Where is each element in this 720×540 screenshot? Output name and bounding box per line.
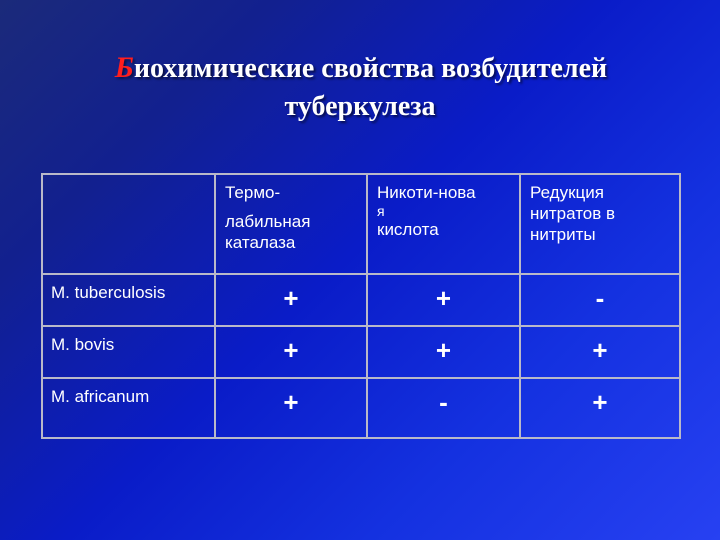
nicotinic-acid-result-cell xyxy=(367,274,520,326)
header-cell-nitrate-reduction xyxy=(520,174,680,274)
header-nitrate-line-2: нитратов в xyxy=(530,204,616,223)
nitrate-reduction-result: + xyxy=(592,387,608,417)
table-row xyxy=(42,326,680,378)
strain-name-cell: M. africanum xyxy=(42,378,215,438)
header-cell-catalase xyxy=(215,174,367,274)
nicotinic-acid-result-cell xyxy=(367,326,520,378)
header-nicotinic-line-2: я xyxy=(377,203,385,219)
title-line-2: туберкулеза xyxy=(284,91,436,122)
biochemical-properties-table xyxy=(41,173,681,439)
nitrate-reduction-result-cell xyxy=(520,378,680,438)
catalase-result: + xyxy=(283,283,299,313)
nitrate-reduction-result-cell xyxy=(520,326,680,378)
nicotinic-acid-result-cell xyxy=(367,378,520,438)
title-first-letter: Б xyxy=(114,51,134,84)
header-cell-nicotinic-acid xyxy=(367,174,520,274)
nitrate-reduction-result: - xyxy=(595,283,605,313)
nicotinic-acid-result: + xyxy=(435,335,452,365)
header-catalase-line-1: Термо- xyxy=(225,183,281,202)
strain-name-cell: M. tuberculosis xyxy=(42,274,215,326)
header-catalase-line-3: каталаза xyxy=(225,233,296,252)
table-row xyxy=(42,274,680,326)
biochemical-properties-table-wrap xyxy=(41,173,679,437)
header-cell-empty xyxy=(42,174,215,274)
nicotinic-acid-result: - xyxy=(439,387,448,417)
header-nitrate-line-1: Редукция xyxy=(530,183,604,202)
title-line-1 xyxy=(0,49,720,88)
header-nitrate-line-3: нитриты xyxy=(530,225,596,244)
table-header-row xyxy=(42,174,680,274)
strain-name-cell: M. bovis xyxy=(42,326,215,378)
header-nicotinic-line-3: кислота xyxy=(377,220,439,239)
catalase-result-cell xyxy=(215,274,367,326)
nicotinic-acid-result: + xyxy=(435,283,452,313)
catalase-result: + xyxy=(283,387,299,417)
catalase-result-cell xyxy=(215,326,367,378)
nitrate-reduction-result: + xyxy=(592,335,608,365)
catalase-result: + xyxy=(283,335,299,365)
table-row xyxy=(42,378,680,438)
header-nicotinic-line-1: Никоти-нова xyxy=(377,183,476,202)
nitrate-reduction-result-cell xyxy=(520,274,680,326)
header-catalase-line-2: лабильная xyxy=(225,212,311,231)
catalase-result-cell xyxy=(215,378,367,438)
slide-title xyxy=(0,49,720,126)
title-line-1-text: иохимические свойства возбудителей xyxy=(133,53,608,84)
